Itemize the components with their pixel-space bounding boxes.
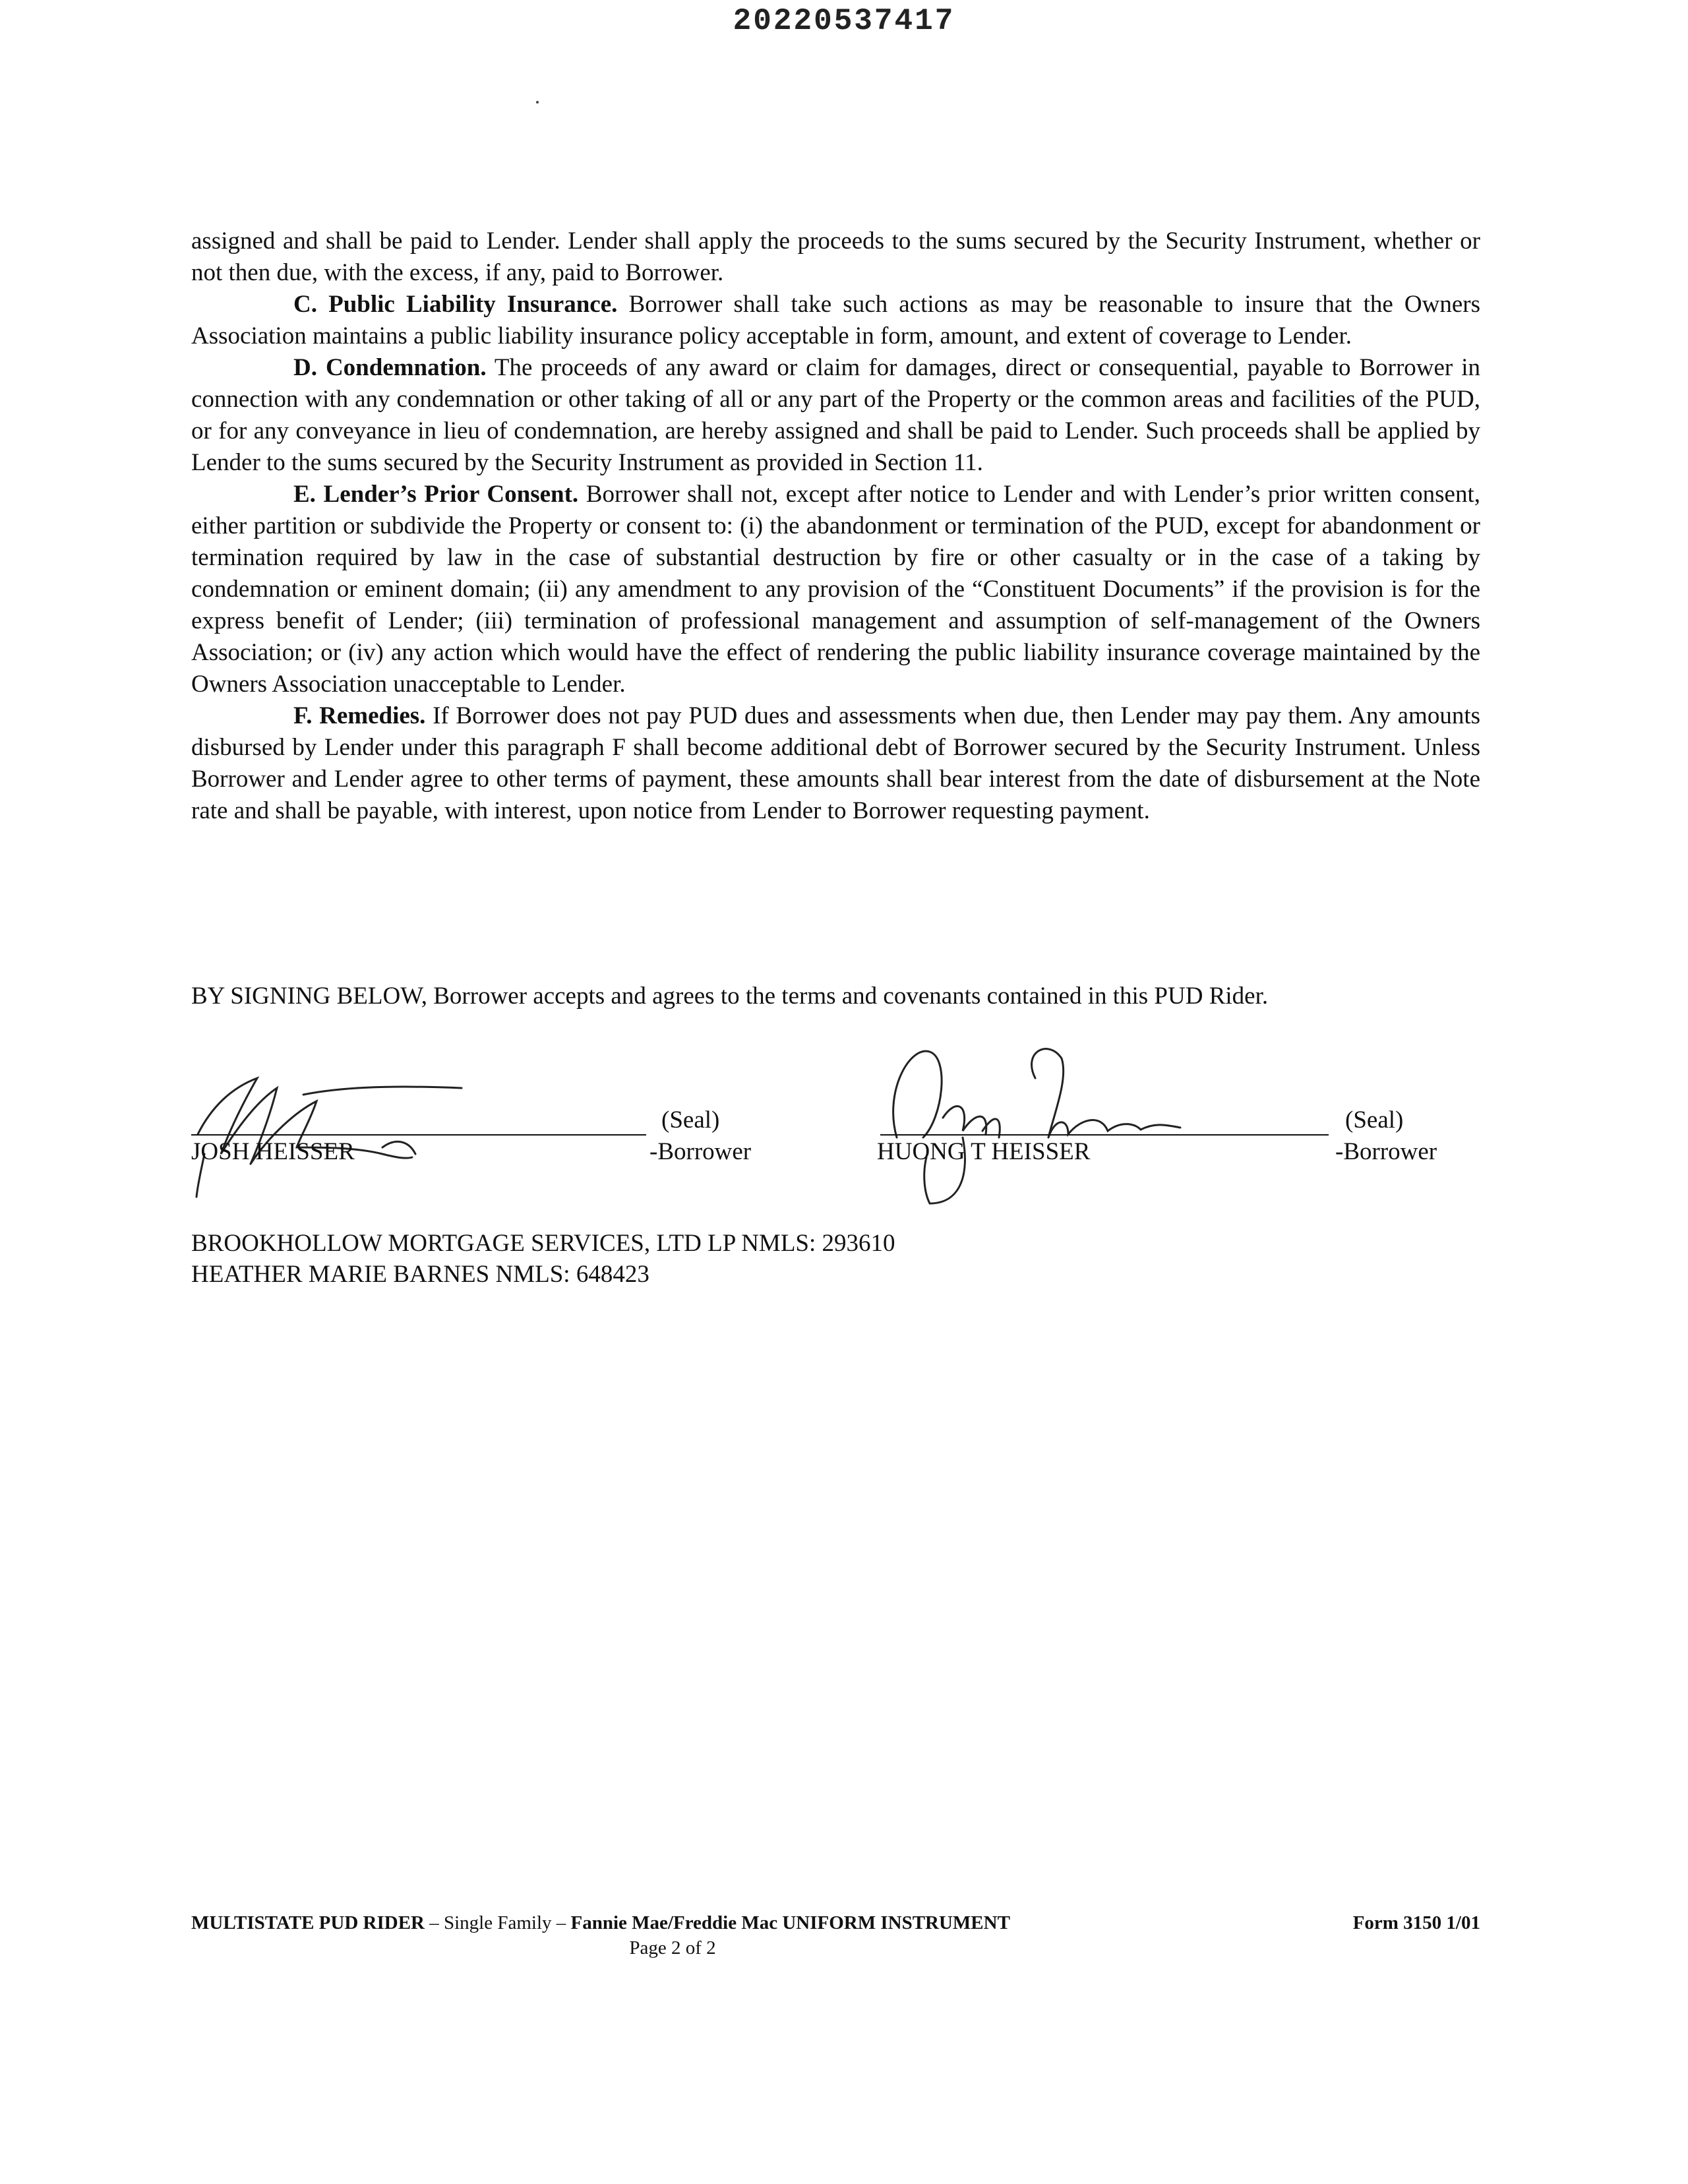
signing-statement: BY SIGNING BELOW, Borrower accepts and agrees to the terms and covenants contained in this PUD Rider.	[191, 983, 1269, 1010]
section-c	[191, 289, 1480, 352]
footer-title-part1: MULTISTATE PUD RIDER	[191, 1912, 425, 1933]
scan-speck	[536, 101, 539, 104]
borrower-1-signature	[185, 1048, 501, 1200]
borrower-2-seal: (Seal)	[1345, 1107, 1404, 1134]
footer-form-title	[191, 1912, 1010, 1934]
borrower-2-role: -Borrower	[1335, 1138, 1437, 1165]
footer-page-number: Page 2 of 2	[629, 1937, 716, 1958]
footer-title-part3: Fannie Mae/Freddie Mac UNIFORM INSTRUMENT	[570, 1912, 1010, 1933]
section-d-heading: D. Condemnation.	[293, 354, 487, 381]
footer-title-part2: – Single Family –	[424, 1912, 571, 1933]
borrower-1-name: JOSH HEISSER	[191, 1138, 355, 1165]
lender-info	[191, 1228, 895, 1290]
section-f-text: If Borrower does not pay PUD dues and assessments when due, then Lender may pay them. Any amounts disbursed by Lender under this paragraph F shall become additional debt of Borrower secured by the Security Instrument. Unless Borrower and Lender agree to other terms of payment, these amounts shall bear interest from the date of disbursement at the Note rate and shall be payable, with interest, upon notice from Lender to Borrower requesting payment.	[191, 702, 1480, 824]
recording-number: 20220537417	[733, 4, 955, 38]
footer-form-number: Form 3150 1/01	[1352, 1912, 1480, 1933]
section-e-heading: E. Lender’s Prior Consent.	[293, 481, 579, 508]
lender-company-nmls: BROOKHOLLOW MORTGAGE SERVICES, LTD LP NMLS: 293610	[191, 1230, 895, 1257]
section-f	[191, 700, 1480, 827]
paragraph-continuation: assigned and shall be paid to Lender. Lender shall apply the proceeds to the sums secured by the Security Instrument, whether or not then due, with the excess, if any, paid to Borrower.	[191, 228, 1480, 286]
section-c-heading: C. Public Liability Insurance.	[293, 291, 618, 318]
section-e-text: Borrower shall not, except after notice to Lender and with Lender’s prior written consent, either partition or subdivide the Property or consent to: (i) the abandonment or termination of the PUD, except for abandonment or termination required by law in the case of substantial destruction by fire or other casualty or in the case of a taking by condemnation or eminent domain; (ii) any amendment to any provision of the “Constituent Documents” if the provision is for the express benefit of Lender; (iii) termination of professional management and assumption of self-management of the Owners Association; or (iv) any action which would have the effect of rendering the public liability insurance coverage maintained by the Owners Association unacceptable to Lender.	[191, 481, 1481, 698]
loan-originator-nmls: HEATHER MARIE BARNES NMLS: 648423	[191, 1261, 649, 1288]
borrower-2-signature	[870, 1039, 1240, 1217]
borrower-1-signature-line	[191, 1134, 646, 1136]
section-c-text: Borrower shall take such actions as may be reasonable to insure that the Owners Association maintains a public liability insurance policy acceptable in form, amount, and extent of coverage to Lender.	[191, 291, 1480, 349]
section-f-heading: F. Remedies.	[293, 702, 426, 729]
borrower-1-role: -Borrower	[649, 1138, 752, 1165]
borrower-2-name: HUONG T HEISSER	[877, 1138, 1091, 1165]
section-e	[191, 479, 1480, 700]
section-d	[191, 352, 1480, 479]
section-d-text: The proceeds of any award or claim for damages, direct or consequential, payable to Borrower in connection with any condemnation or other taking of all or any part of the Property or the common areas and facilities of the PUD, or for any conveyance in lieu of condemnation, are hereby assigned and shall be paid to Lender. Such proceeds shall be applied by Lender to the sums secured by the Security Instrument as provided in Section 11.	[191, 354, 1480, 476]
borrower-2-signature-line	[880, 1134, 1329, 1136]
borrower-1-seal: (Seal)	[661, 1107, 720, 1134]
rider-body	[191, 226, 1480, 827]
